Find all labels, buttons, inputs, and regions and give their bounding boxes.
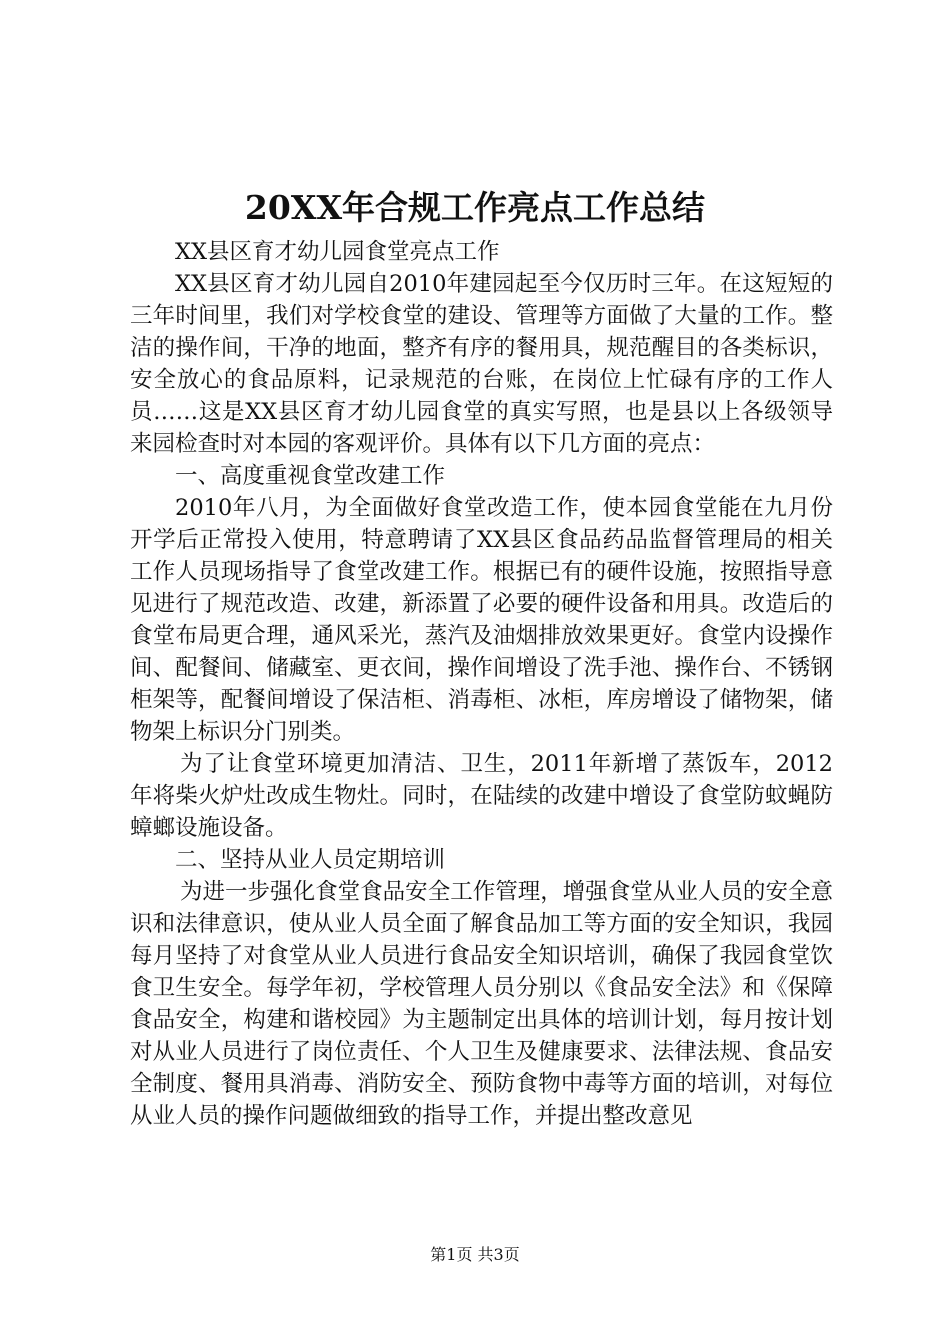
- paragraph-renovation: 2010年八月，为全面做好食堂改造工作，使本园食堂能在九月份开学后正常投入使用，特意聘请了XX县区食品药品监督管理局的相关工作人员现场指导了食堂改建工作。根据已有的硬件设施，按照指导意见进行了规范改造、改建，新添置了必要的硬件设备和用具。改造后的食堂布局更合理，通风采光，蒸汽及油烟排放效果更好。食堂内设操作间、配餐间、储藏室、更衣间，操作间增设了洗手池、操作台、不锈钢柜架等，配餐间增设了保洁柜、消毒柜、冰柜，库房增设了储物架，储物架上标识分门别类。: [130, 495, 833, 745]
- section-heading-1: 一、高度重视食堂改建工作: [175, 463, 446, 489]
- paragraph-training: 为进一步强化食堂食品安全工作管理，增强食堂从业人员的安全意识和法律意识，使从业人员全面了解食品加工等方面的安全知识，我园每月坚持了对食堂从业人员进行食品安全知识培训，确保了我园食堂饮食卫生安全。每学年初，学校管理人员分别以《食品安全法》和《保障食品安全，构建和谐校园》为主题制定出具体的培训计划，每月按计划对从业人员进行了岗位责任、个人卫生及健康要求、法律法规、食品安全制度、餐用具消毒、消防安全、预防食物中毒等方面的培训，对每位从业人员的操作问题做细致的指导工作，并提出整改意见: [130, 879, 833, 1129]
- page-number-footer: 第1页 共3页: [430, 1245, 520, 1264]
- document-body: [130, 236, 833, 1132]
- section-heading-2: 二、坚持从业人员定期培训: [175, 847, 446, 873]
- paragraph-intro: XX县区育才幼儿园自2010年建园起至今仅历时三年。在这短短的三年时间里，我们对学校食堂的建设、管理等方面做了大量的工作。整洁的操作间，干净的地面，整齐有序的餐用具，规范醒目的各类标识，安全放心的食品原料，记录规范的台账，在岗位上忙碌有序的工作人员……这是XX县区育才幼儿园食堂的真实写照，也是县以上各级领导来园检查时对本园的客观评价。具体有以下几方面的亮点：: [130, 271, 833, 457]
- paragraph-hygiene: 为了让食堂环境更加清洁、卫生，2011年新增了蒸饭车，2012年将柴火炉灶改成生物灶。同时，在陆续的改建中增设了食堂防蚊蝇防蟑螂设施设备。: [130, 751, 833, 841]
- paragraph-subtitle: XX县区育才幼儿园食堂亮点工作: [175, 239, 500, 265]
- document-title: 20XX年合规工作亮点工作总结: [244, 188, 706, 227]
